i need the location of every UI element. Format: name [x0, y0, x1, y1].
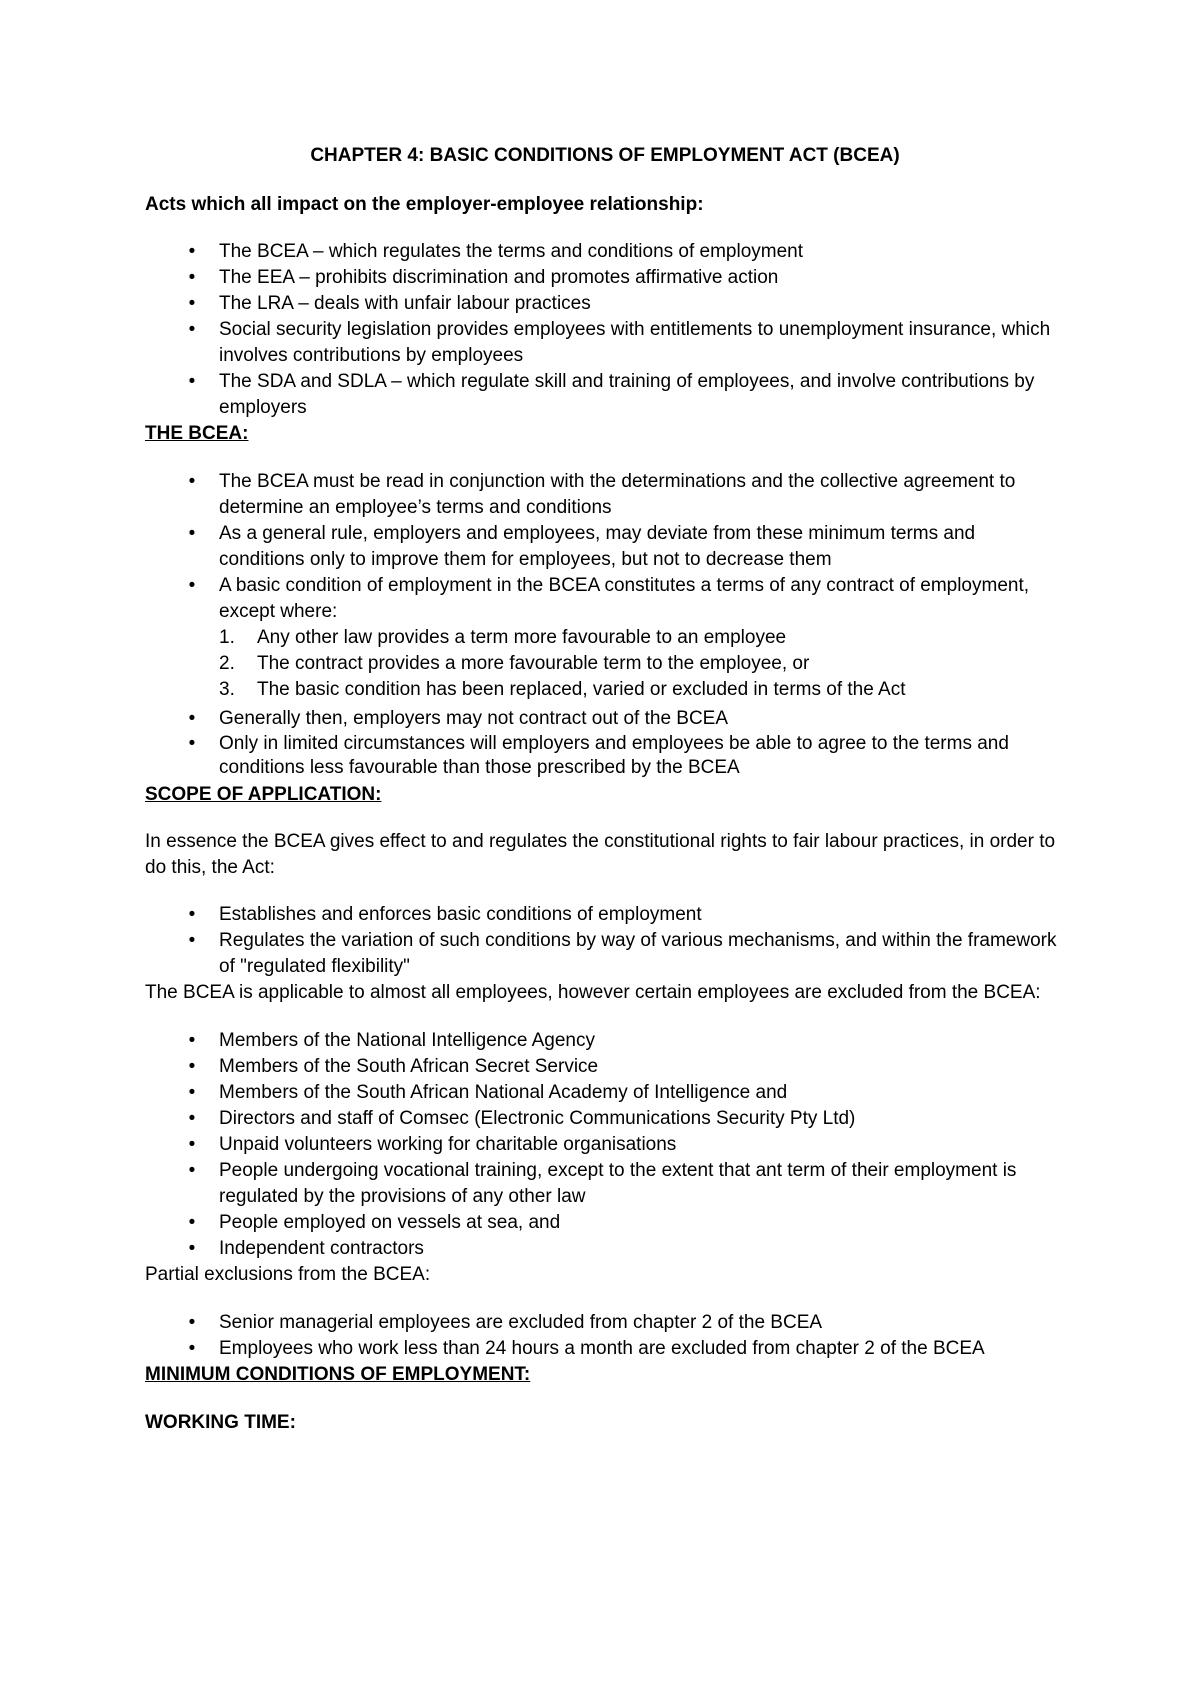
bullet-icon: •	[188, 293, 196, 314]
list-item	[145, 928, 1065, 980]
list-item-text: Members of the South African National Academy of Intelligence and	[219, 1082, 788, 1103]
list-item-text: Independent contractors	[219, 1238, 424, 1259]
list-item-text: Regulates the variation of such conditions by way of various mechanisms, and within the framework of "regulated flexibility"	[219, 930, 1057, 977]
bullet-icon: •	[188, 575, 196, 596]
bullet-icon: •	[188, 371, 196, 392]
numbered-item-text: The contract provides a more favourable term to the employee, or	[257, 653, 810, 674]
bullet-icon: •	[188, 1108, 196, 1129]
bullet-icon: •	[188, 1238, 196, 1259]
list-item-text: Generally then, employers may not contract out of the BCEA	[219, 708, 729, 729]
list-item	[145, 239, 1065, 265]
bullet-icon: •	[188, 523, 196, 544]
list-item	[145, 291, 1065, 317]
scope-list	[145, 902, 1065, 980]
page-title: CHAPTER 4: BASIC CONDITIONS OF EMPLOYMENT ACT (BCEA)	[310, 145, 900, 166]
acts-heading: Acts which all impact on the employer-employee relationship:	[145, 194, 704, 215]
list-item-text: The LRA – deals with unfair labour practices	[219, 293, 591, 314]
list-item	[145, 732, 1065, 780]
list-item-text: Employees who work less than 24 hours a month are excluded from chapter 2 of the BCEA	[219, 1338, 985, 1359]
bullet-icon: •	[188, 1030, 196, 1051]
bullet-icon: •	[188, 733, 196, 754]
list-item	[145, 1236, 1065, 1262]
bcea-list	[145, 469, 1065, 780]
excluded-intro: The BCEA is applicable to almost all employees, however certain employees are excluded from the BCEA:	[145, 982, 1041, 1003]
bullet-icon: •	[188, 1056, 196, 1077]
list-item	[145, 1132, 1065, 1158]
list-item-text: Directors and staff of Comsec (Electronic Communications Security Pty Ltd)	[219, 1108, 856, 1129]
bcea-heading: THE BCEA:	[145, 423, 249, 444]
list-item-text: Establishes and enforces basic conditions of employment	[219, 904, 702, 925]
item-number: 2.	[219, 653, 235, 674]
bullet-icon: •	[188, 1212, 196, 1233]
list-item	[145, 521, 1065, 573]
list-item-text: A basic condition of employment in the BCEA constitutes a terms of any contract of employment, except where:	[219, 575, 1030, 622]
list-item	[145, 573, 1065, 703]
bullet-icon: •	[188, 930, 196, 951]
bullet-icon: •	[188, 904, 196, 925]
bullet-icon: •	[188, 1312, 196, 1333]
bullet-icon: •	[188, 708, 196, 729]
list-item	[145, 1028, 1065, 1054]
list-item-text: Members of the National Intelligence Agency	[219, 1030, 595, 1051]
list-item-text: Members of the South African Secret Service	[219, 1056, 599, 1077]
list-item	[145, 1080, 1065, 1106]
list-item-text: The SDA and SDLA – which regulate skill and training of employees, and involve contributions by employers	[219, 371, 1035, 418]
exceptions-list	[219, 625, 1065, 703]
list-item-text: People undergoing vocational training, except to the extent that ant term of their employment is regulated by the provisions of any other law	[219, 1160, 1017, 1207]
list-item	[145, 1158, 1065, 1210]
bullet-icon: •	[188, 1082, 196, 1103]
list-item-text: The BCEA must be read in conjunction with the determinations and the collective agreement to determine an employee’s terms and conditions	[219, 471, 1016, 518]
list-item	[145, 317, 1065, 369]
scope-intro: In essence the BCEA gives effect to and regulates the constitutional rights to fair labour practices, in order to do this, the Act:	[145, 831, 1056, 878]
list-item-text: People employed on vessels at sea, and	[219, 1212, 561, 1233]
list-item	[145, 1106, 1065, 1132]
item-number: 3.	[219, 679, 235, 700]
bullet-icon: •	[188, 241, 196, 262]
list-item-text: Unpaid volunteers working for charitable organisations	[219, 1134, 677, 1155]
list-item	[145, 902, 1065, 928]
list-item	[145, 1336, 1065, 1362]
bullet-icon: •	[188, 471, 196, 492]
numbered-item	[219, 677, 1065, 703]
document-page	[145, 140, 1065, 1436]
list-item-text: The BCEA – which regulates the terms and conditions of employment	[219, 241, 804, 262]
acts-list	[145, 239, 1065, 421]
bullet-icon: •	[188, 1134, 196, 1155]
list-item	[145, 706, 1065, 732]
bullet-icon: •	[188, 319, 196, 340]
partial-list	[145, 1310, 1065, 1362]
numbered-item-text: Any other law provides a term more favourable to an employee	[257, 627, 787, 648]
list-item-text: As a general rule, employers and employees, may deviate from these minimum terms and conditions only to improve them for employees, but not to decrease them	[219, 523, 976, 570]
numbered-item	[219, 625, 1065, 651]
bullet-icon: •	[188, 1160, 196, 1181]
numbered-item	[219, 651, 1065, 677]
list-item	[145, 469, 1065, 521]
list-item	[145, 265, 1065, 291]
scope-heading: SCOPE OF APPLICATION:	[145, 784, 382, 805]
list-item-text: Senior managerial employees are excluded from chapter 2 of the BCEA	[219, 1312, 823, 1333]
minimum-conditions-heading: MINIMUM CONDITIONS OF EMPLOYMENT:	[145, 1364, 531, 1385]
bullet-icon: •	[188, 267, 196, 288]
list-item	[145, 1054, 1065, 1080]
numbered-item-text: The basic condition has been replaced, varied or excluded in terms of the Act	[257, 679, 906, 700]
list-item	[145, 1210, 1065, 1236]
excluded-list	[145, 1028, 1065, 1262]
list-item	[145, 1310, 1065, 1336]
list-item-text: The EEA – prohibits discrimination and promotes affirmative action	[219, 267, 779, 288]
bullet-icon: •	[188, 1338, 196, 1359]
list-item-text: Social security legislation provides employees with entitlements to unemployment insurance, which involves contributions by employees	[219, 319, 1051, 366]
working-time-heading: WORKING TIME:	[145, 1412, 296, 1433]
item-number: 1.	[219, 627, 235, 648]
list-item	[145, 369, 1065, 421]
list-item-text: Only in limited circumstances will employers and employees be able to agree to the terms and conditions less favourable than those prescribed by the BCEA	[219, 733, 1009, 778]
partial-intro: Partial exclusions from the BCEA:	[145, 1264, 431, 1285]
